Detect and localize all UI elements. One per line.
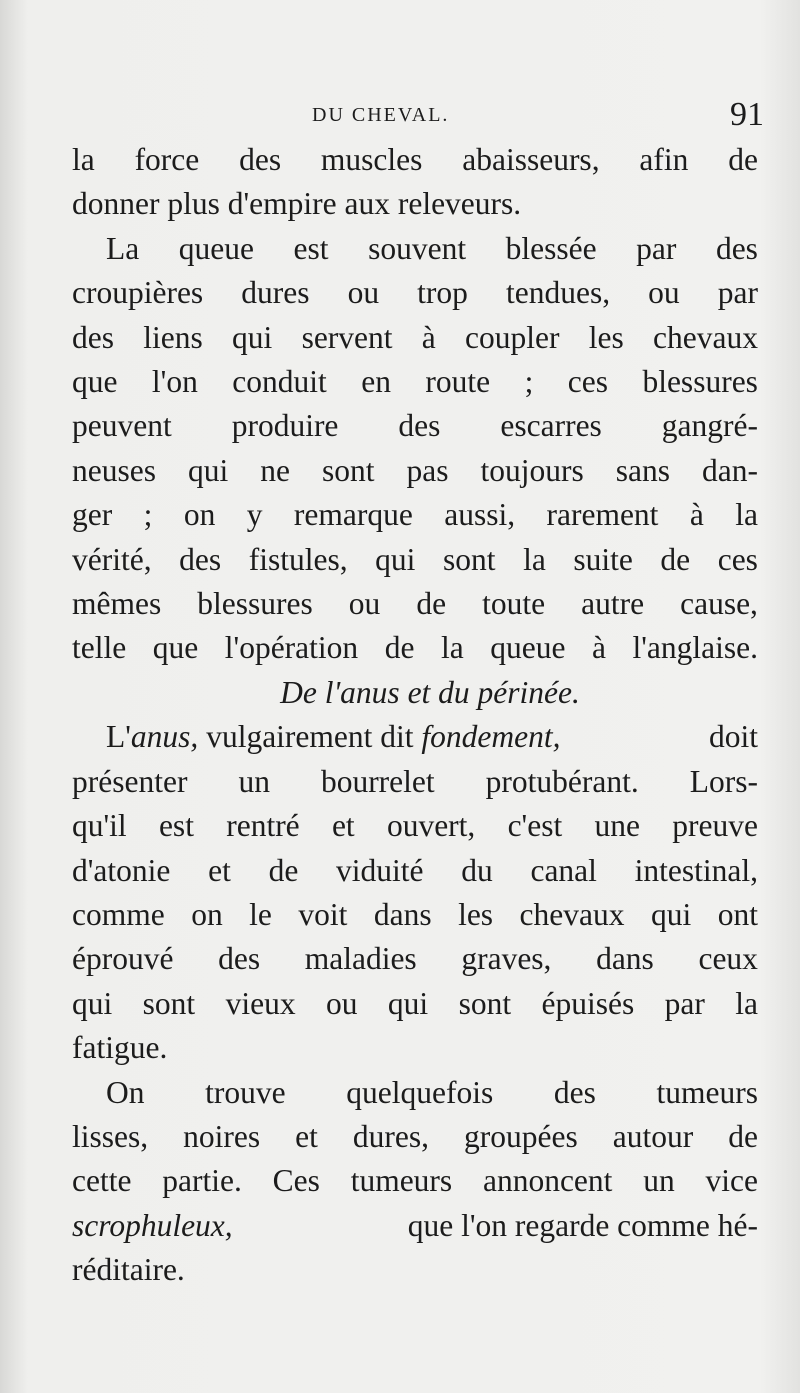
word: ou	[347, 275, 380, 311]
word: des	[239, 142, 282, 177]
text-line: fatigue.	[72, 1030, 168, 1066]
word: afin	[639, 142, 689, 177]
word: route	[425, 364, 491, 400]
word: suite	[573, 541, 633, 577]
word: queue	[490, 630, 566, 666]
italic-term-anus: anus,	[130, 719, 199, 755]
word: ceux	[698, 941, 758, 977]
word: remarque	[293, 497, 413, 533]
word: qu'il	[72, 808, 127, 844]
word: la	[440, 630, 464, 666]
text-line: réditaire.	[72, 1252, 185, 1288]
word: viduité	[336, 852, 424, 888]
word: noires	[183, 1118, 261, 1154]
word: ou	[648, 275, 680, 311]
text-line: donner plus d'empire aux releveurs.	[72, 186, 522, 222]
word: est	[158, 808, 194, 844]
word: partie.	[162, 1163, 242, 1199]
word: en	[361, 364, 391, 400]
word: à	[421, 319, 436, 355]
word: ;	[143, 497, 153, 533]
word: groupées	[464, 1118, 578, 1154]
word: cause,	[680, 586, 758, 622]
word: conduit	[232, 364, 327, 400]
word: liens	[143, 319, 203, 355]
word: Ces	[272, 1163, 320, 1199]
word: qui	[187, 452, 229, 488]
word: des	[398, 408, 441, 444]
word: peuvent	[72, 408, 172, 444]
word: La	[106, 230, 140, 266]
word: de	[416, 586, 447, 622]
word: graves,	[461, 941, 552, 977]
word: vérité,	[72, 541, 152, 577]
body-text	[72, 138, 758, 1293]
word: chevaux	[653, 319, 758, 355]
text-line	[72, 449, 758, 493]
word: des	[553, 1074, 596, 1110]
word: ne	[260, 452, 290, 488]
word: abaisseurs,	[462, 142, 600, 177]
text-span: L'	[106, 719, 131, 755]
text-line	[72, 982, 758, 1026]
word: ;	[524, 364, 534, 400]
word: tumeurs	[350, 1163, 453, 1199]
word: voit	[298, 896, 348, 932]
text-line	[72, 316, 758, 360]
word: la	[735, 985, 758, 1021]
word: des	[72, 319, 114, 355]
word: coupler	[465, 319, 560, 355]
word: escarres	[500, 408, 602, 444]
text-line	[72, 849, 758, 893]
word: ouvert,	[386, 808, 476, 844]
word: dans	[373, 896, 432, 932]
word: l'on	[151, 364, 198, 400]
word: ger	[72, 497, 113, 533]
word: comme	[72, 896, 165, 932]
word: vieux	[225, 985, 296, 1021]
word: qui	[650, 896, 692, 932]
running-title: DU CHEVAL.	[312, 104, 450, 126]
word: ou	[348, 586, 381, 622]
word: ou	[325, 985, 358, 1021]
word: tumeurs	[656, 1074, 758, 1110]
word: une	[594, 808, 640, 844]
word: l'anglaise.	[632, 630, 758, 666]
word: un	[238, 763, 270, 799]
text-line	[72, 271, 758, 315]
text-line	[72, 582, 758, 626]
word: gangré-	[661, 408, 758, 444]
word: autre	[581, 586, 645, 622]
word: force	[134, 142, 200, 177]
word: que	[152, 630, 199, 666]
word: souvent	[368, 230, 467, 266]
word: trop	[417, 275, 468, 311]
word: la	[735, 497, 758, 533]
word: pas	[406, 452, 449, 488]
word: des	[179, 541, 222, 577]
text-line	[72, 227, 758, 271]
word: neuses	[72, 452, 156, 488]
text-line	[72, 493, 758, 537]
word: sans	[615, 452, 671, 488]
word: par	[636, 230, 677, 266]
word: autour	[612, 1118, 694, 1154]
page-number: 91	[730, 96, 764, 133]
word: les	[588, 319, 624, 355]
word: sont	[442, 541, 496, 577]
word: maladies	[304, 941, 417, 977]
word: blessures	[197, 586, 313, 622]
word: protubérant.	[485, 763, 639, 799]
word: rarement	[546, 497, 659, 533]
word: sont	[458, 985, 512, 1021]
word: de	[268, 852, 299, 888]
text-line	[72, 1159, 758, 1203]
word: que	[72, 364, 118, 400]
text-line	[72, 404, 758, 448]
text-line	[72, 893, 758, 937]
text-line	[72, 1071, 758, 1115]
word: présenter	[72, 763, 188, 799]
word: un	[643, 1163, 675, 1199]
italic-term-fondement: fondement,	[421, 719, 561, 755]
word: toute	[482, 586, 546, 622]
word: produire	[231, 408, 339, 444]
word: sont	[321, 452, 375, 488]
word: sont	[142, 985, 196, 1021]
word: On	[106, 1074, 145, 1110]
word: ces	[717, 541, 758, 577]
text-line-mixed	[72, 715, 758, 759]
word: de	[728, 1118, 758, 1154]
word: à	[689, 497, 704, 533]
word: dures,	[352, 1118, 430, 1154]
text-line	[72, 538, 758, 582]
word: tendues,	[505, 275, 611, 311]
text-span: que l'on regarde comme hé-	[399, 1207, 758, 1243]
word: qui	[387, 985, 429, 1021]
word: annoncent	[482, 1163, 613, 1199]
word: blessures	[642, 364, 758, 400]
word: qui	[375, 541, 416, 577]
word: rentré	[226, 808, 300, 844]
word: l'opération	[224, 630, 359, 666]
word: on	[183, 497, 216, 533]
text-line	[72, 937, 758, 981]
word: blessée	[505, 230, 597, 266]
word: cette	[72, 1163, 132, 1199]
word: aussi,	[444, 497, 516, 533]
word: par	[664, 985, 705, 1021]
word: de	[384, 630, 415, 666]
word: ces	[567, 364, 609, 400]
word: servent	[301, 319, 393, 355]
text-line	[72, 1115, 758, 1159]
word: y	[246, 497, 263, 533]
italic-term-scrophuleux: scrophuleux,	[72, 1207, 233, 1243]
word: preuve	[672, 808, 758, 844]
word: Lors-	[689, 763, 758, 799]
text-line	[72, 626, 758, 670]
text-line-mixed	[72, 1204, 758, 1248]
word: chevaux	[519, 896, 625, 932]
text-line	[72, 804, 758, 848]
text-span: doit	[701, 719, 758, 755]
word: par	[717, 275, 758, 311]
word: d'atonie	[72, 852, 171, 888]
word: croupières	[72, 275, 204, 311]
word: quelquefois	[346, 1074, 494, 1110]
word: telle	[72, 630, 127, 666]
word: des	[715, 230, 758, 266]
word: du	[461, 852, 493, 888]
word: canal	[530, 852, 597, 888]
word: on	[191, 896, 223, 932]
word: de	[660, 541, 691, 577]
text-line	[72, 760, 758, 804]
word: dans	[596, 941, 654, 977]
word: qui	[72, 985, 113, 1021]
word: la	[72, 142, 95, 177]
word: dan-	[702, 452, 758, 488]
word: éprouvé	[72, 941, 174, 977]
word: mêmes	[72, 586, 162, 622]
word: muscles	[320, 142, 423, 177]
text-line	[72, 360, 758, 404]
text-span: vulgairement dit	[198, 719, 422, 755]
word: des	[218, 941, 261, 977]
word: à	[591, 630, 606, 666]
word: lisses,	[72, 1118, 149, 1154]
word: la	[523, 541, 546, 577]
word: queue	[178, 230, 254, 266]
word: et	[295, 1118, 318, 1154]
word: et	[331, 808, 355, 844]
running-head	[70, 96, 770, 140]
word: dures	[241, 275, 310, 311]
word: et	[208, 852, 231, 888]
word: ont	[717, 896, 758, 932]
text-line	[72, 138, 758, 182]
word: fistules,	[248, 541, 348, 577]
word: les	[458, 896, 494, 932]
word: est	[293, 230, 329, 266]
word: vice	[705, 1163, 758, 1199]
word: qui	[232, 319, 273, 355]
word: c'est	[507, 808, 563, 844]
section-title: De l'anus et du périnée.	[280, 674, 580, 710]
word: intestinal,	[634, 852, 758, 888]
word: toujours	[480, 452, 584, 488]
word: de	[728, 142, 758, 177]
word: bourrelet	[320, 763, 435, 799]
word: le	[249, 896, 272, 932]
word: trouve	[205, 1074, 286, 1110]
word: épuisés	[541, 985, 635, 1021]
